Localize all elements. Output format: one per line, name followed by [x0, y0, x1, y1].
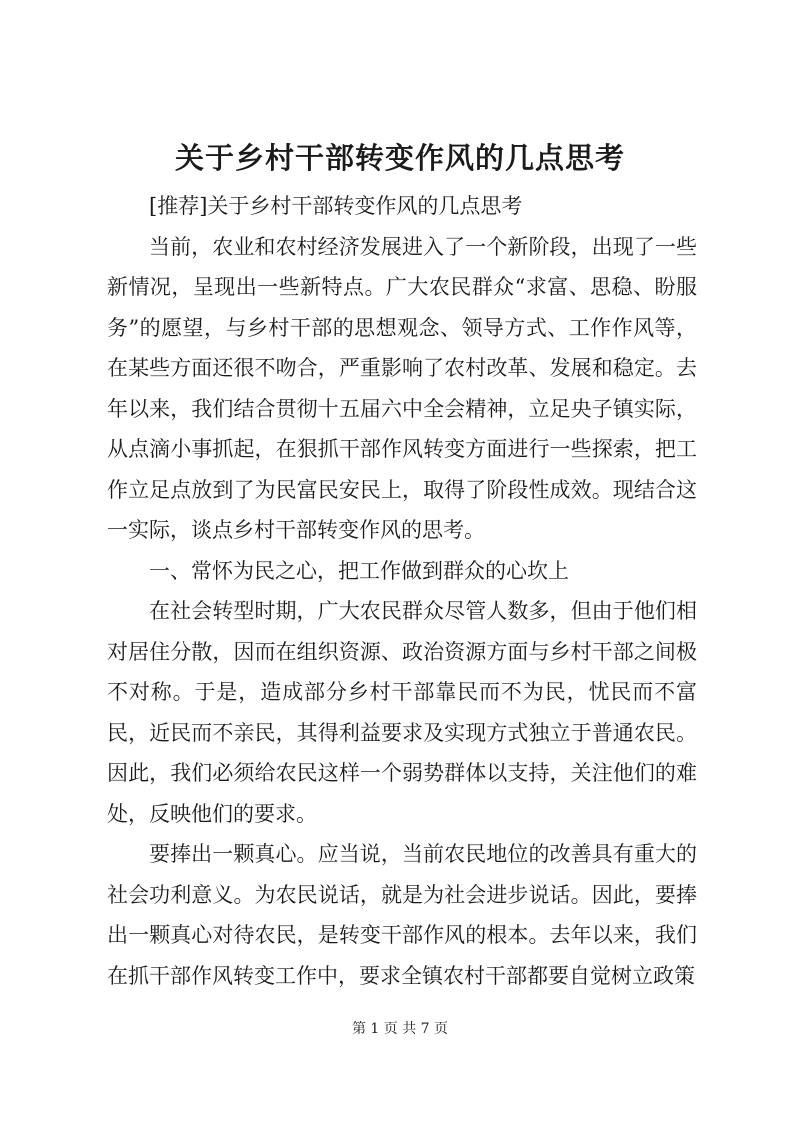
document-body: [107, 186, 697, 996]
page-footer: 第 1 页 共 7 页: [351, 1021, 449, 1037]
body-paragraph: 在社会转型时期，广大农民群众尽管人数多，但由于他们相对居住分散，因而在组织资源、政治资源方面与乡村干部之间极不对称。于是，造成部分乡村干部靠民而不为民，忧民而不富民，近民而不亲民，其得利益要求及实现方式独立于普通农民。因此，我们必须给农民这样一个弱势群体以支持，关注他们的难处，反映他们的要求。: [107, 599, 697, 826]
page-title: 关于乡村干部转变作风的几点思考: [174, 141, 625, 175]
section-heading: 一、常怀为民之心，把工作做到群众的心坎上: [149, 558, 569, 583]
subtitle-paragraph: [推荐]关于乡村干部转变作风的几点思考: [149, 194, 523, 218]
body-paragraph: 要捧出一颗真心。应当说，当前农民地位的改善具有重大的社会功利意义。为农民说话，就是为社会进步说话。因此，要捧出一颗真心对待农民，是转变干部作风的根本。去年以来，我们在抓干部作风转变工作中，要求全镇农村干部都要自觉树立政策: [107, 842, 697, 988]
body-paragraph: 当前，农业和农村经济发展进入了一个新阶段，出现了一些新情况，呈现出一些新特点。广大农民群众“求富、思稳、盼服务”的愿望，与乡村干部的思想观念、领导方式、工作作风等，在某些方面还很不吻合，严重影响了农村改革、发展和稳定。去年以来，我们结合贯彻十五届六中全会精神，立足央子镇实际，从点滴小事抓起，在狠抓干部作风转变方面进行一些探索，把工作立足点放到了为民富民安民上，取得了阶段性成效。现结合这一实际，谈点乡村干部转变作风的思考。: [107, 234, 697, 542]
